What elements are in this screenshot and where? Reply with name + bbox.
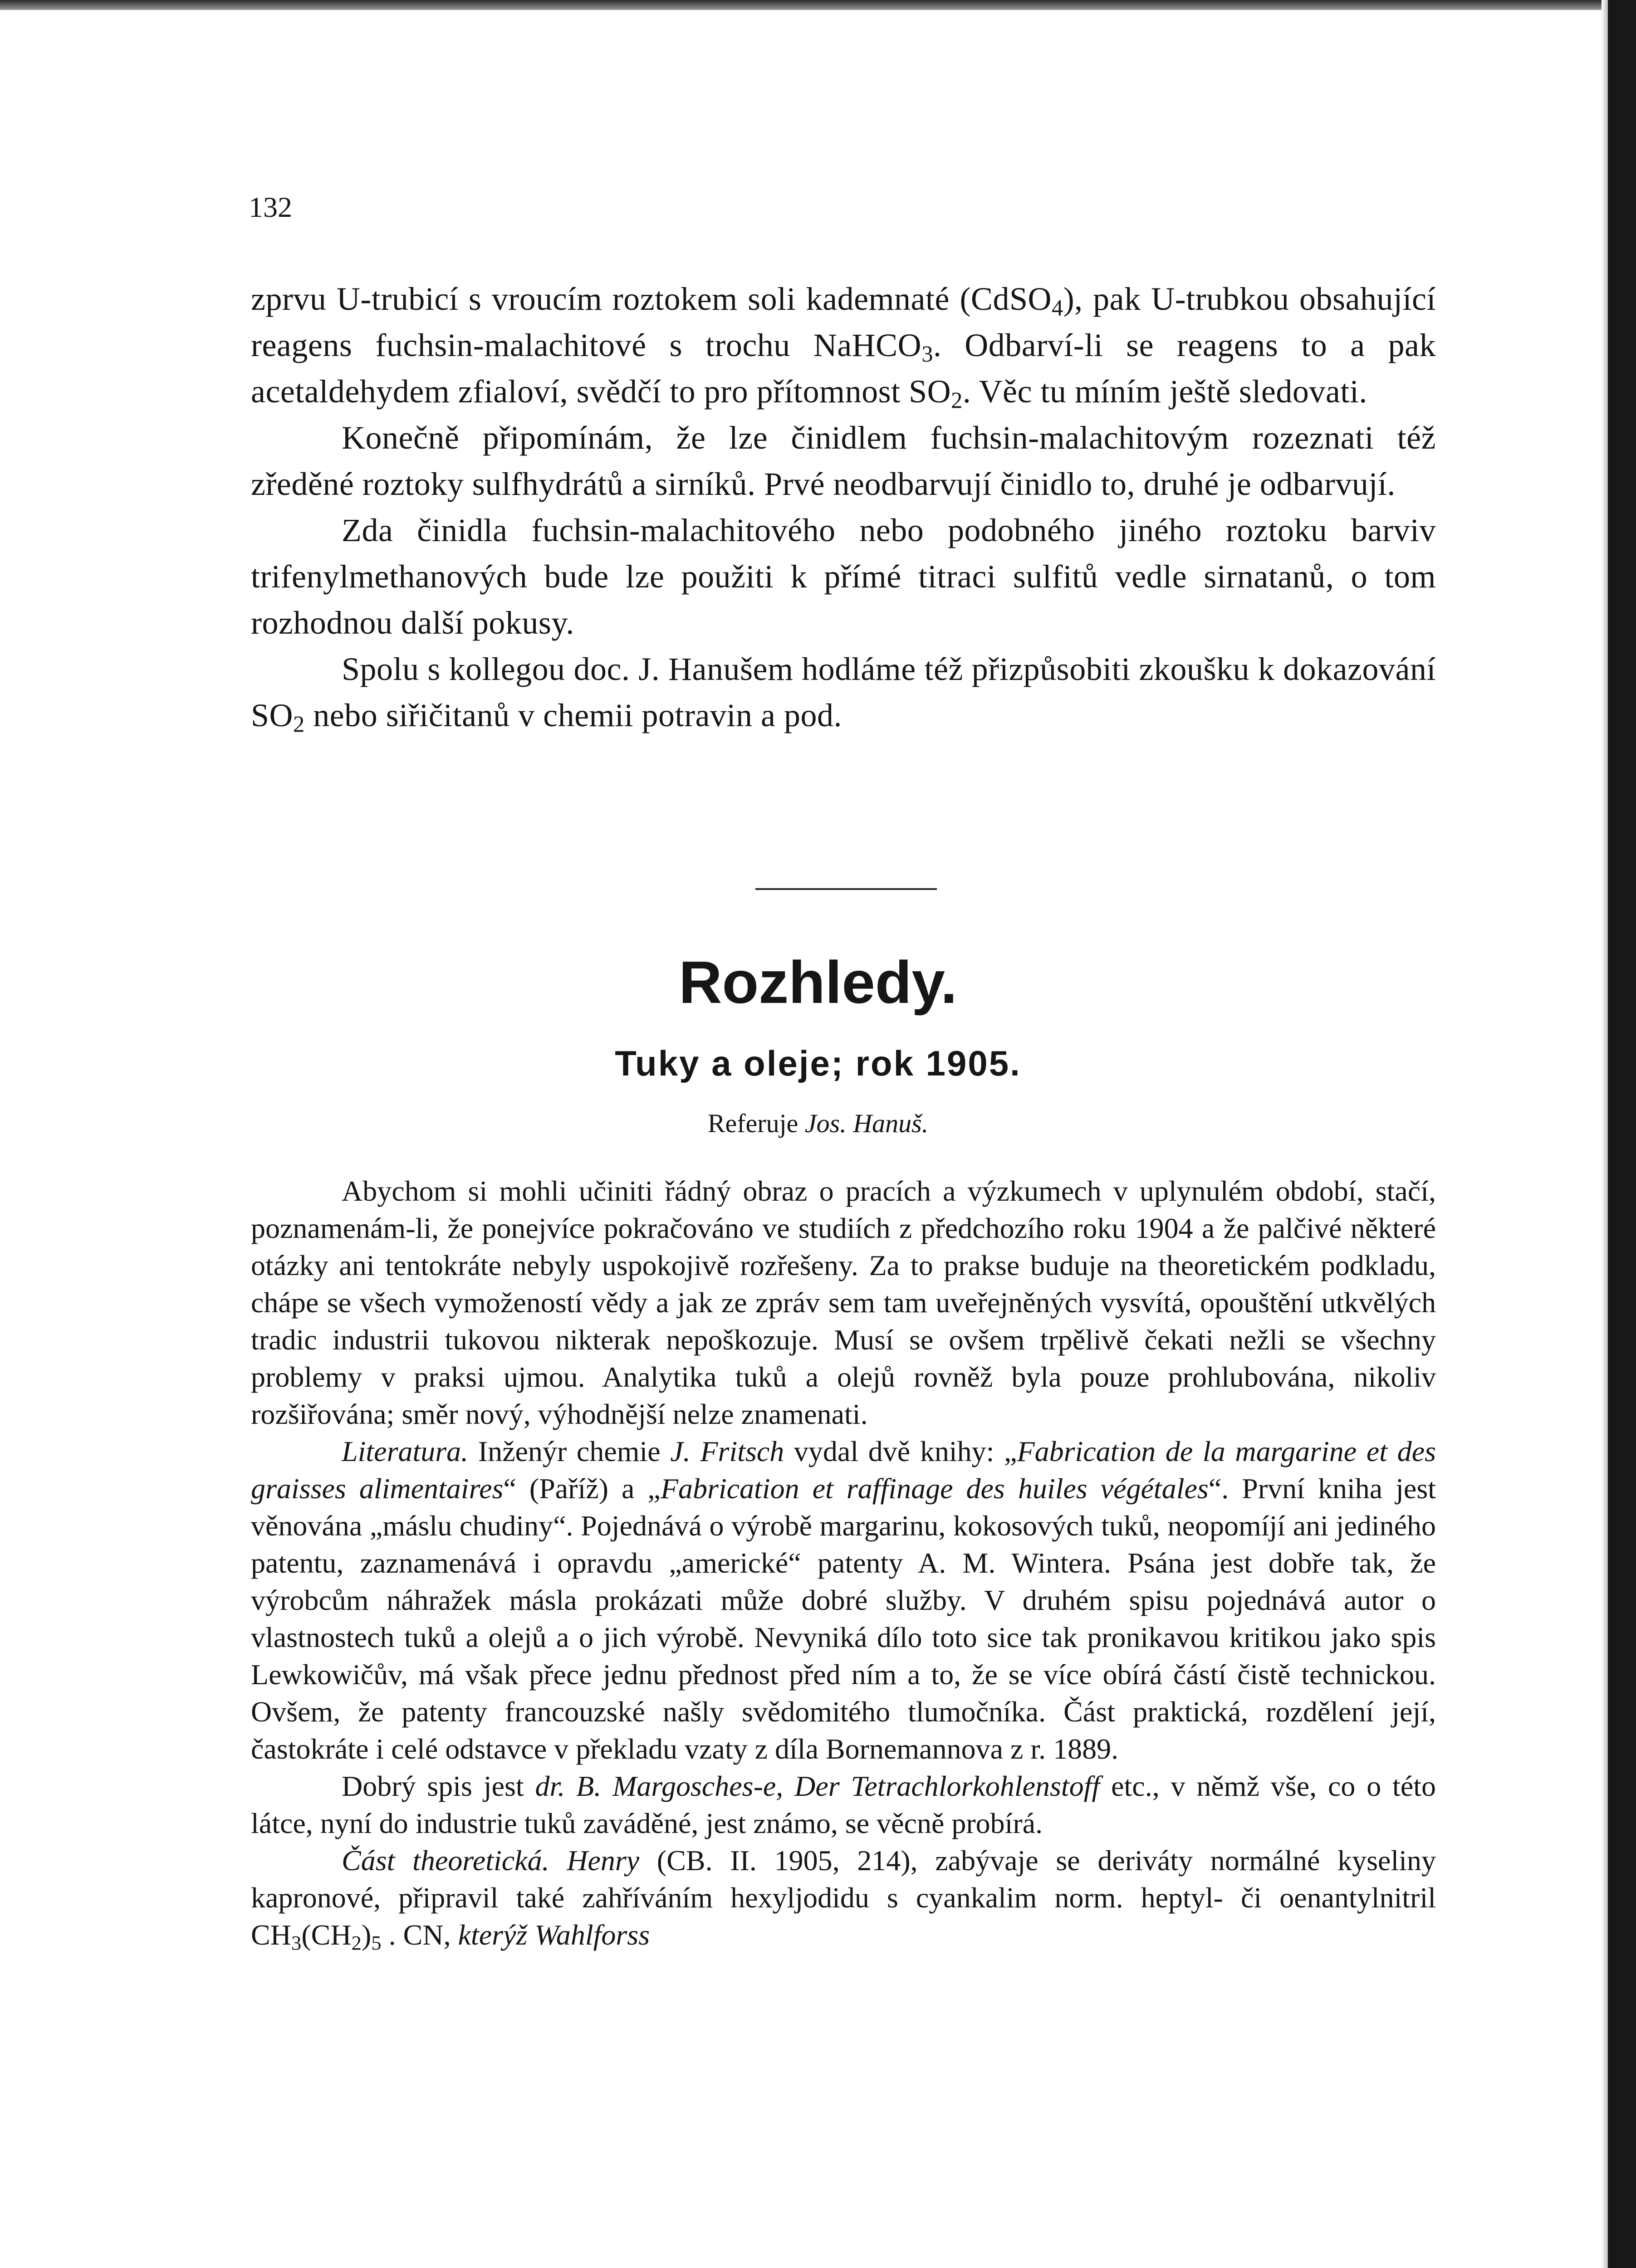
text-run: (CB. II. 1905, 214), zabývaje se deriváty normálné kyseliny kapronové, připravil také zahříváním hexyljodidu s cyankalim norm. heptyl- či oenantylnitril CH (251, 1844, 1436, 1951)
text-run: . CN, (381, 1919, 458, 1951)
subscript: 3 (291, 1931, 302, 1955)
section-divider (755, 888, 937, 890)
text-run: ), pak U-trubkou obsahující reagens fuchsin-malachitové s trochu NaHCO (251, 281, 1436, 363)
italic-text: Část theoretická. Henry (342, 1844, 640, 1877)
paragraph (251, 1842, 1436, 1954)
text-run: vydal dvě knihy: „ (784, 1435, 1017, 1467)
text-run: “ (Paříž) a „ (503, 1472, 661, 1505)
text-run: Zda činidla fuchsin-malachitového nebo podobného jiného roztoku barviv trifenylmethanových bude lze použiti k přímé titraci sulfitů vedle sirnatanů, o tom rozhodnou další pokusy. (251, 512, 1436, 641)
paragraph (251, 276, 1436, 415)
page-number: 132 (249, 191, 292, 223)
text-run: zprvu U-trubicí s vroucím roztokem soli kademnaté (CdSO (251, 281, 1052, 317)
text-run: “. První kniha jest věnována „máslu chudiny“. Pojednává o výrobě margarinu, kokosových tuků, neopomíjí ani jediného patentu, zaznamenává i opravdu „americké“ patenty A. M. Wintera. Psána jest dobře tak, že výrobcům náhražek másla prokázati může dobré služby. V druhém spisu pojednává autor o vlastnostech tuků a olejů a o jich výrobě. Nevyniká dílo toto sice tak pronikavou kritikou jako spis Lewkowičův, má však přece jednu přednost před ním a to, že se více obírá částí čistě technickou. Ovšem, že patenty francouzské našly svědomitého tlumočníka. Část praktická, rozdělení její, častokráte i celé odstavce v překladu vzaty z díla Bornemannova z r. 1889. (251, 1472, 1436, 1765)
text-run: Konečně připomínám, že lze činidlem fuchsin-malachitovým rozeznati též zředěné roztoky sulfhydrátů a sirníků. Prvé neodbarvují činidlo to, druhé je odbarvují. (251, 420, 1436, 502)
intro-text-block (251, 276, 1436, 738)
paragraph (251, 415, 1436, 507)
italic-text: Literatura. (342, 1435, 469, 1467)
text-run: ) (361, 1919, 372, 1951)
section-subtitle: Tuky a oleje; rok 1905. (615, 1043, 1021, 1083)
review-text-block (251, 1173, 1436, 1954)
text-run: Abychom si mohli učiniti řádný obraz o pracích a výzkumech v uplynulém období, stačí, poznamenám-li, že ponejvíce pokračováno ve studiích z předchozího roku 1904 a že palčivé některé otázky ani tentokráte nebyly uspokojivě rozřešeny. Za to prakse buduje na theoretickém podkladu, chápe se všech vymožeností vědy a jak ze zpráv sem tam uveřejněných vysvítá, opouštění utkvělých tradic industrii tukovou nikterak nepoškozuje. Musí se ovšem trpělivě čekati nežli se všechny problemy v praksi ujmou. Analytika tuků a olejů rovněž byla pouze prohlubována, nikoliv rozšiřována; směr nový, výhodnější nelze znamenati. (251, 1175, 1436, 1430)
italic-text: kterýž Wahlforss (458, 1919, 650, 1951)
subscript: 5 (371, 1931, 382, 1955)
referee-line (0, 1110, 1636, 1137)
text-run: Spolu s kollegou doc. J. Hanušem hodláme též přizpůsobiti zkoušku k dokazování SO (251, 651, 1436, 733)
paragraph (251, 646, 1436, 738)
text-run: . Odbarví-li se reagens to a pak acetaldehydem zfialoví, svědčí to pro přítomnost SO (251, 327, 1436, 410)
italic-text: dr. B. Margosches-e, Der Tetrachlorkohlenstoff (535, 1770, 1100, 1802)
paragraph (251, 1768, 1436, 1842)
italic-text: Fabrication et raffinage des huiles végétales (660, 1472, 1209, 1505)
paragraph (251, 1433, 1436, 1768)
text-run: nebo siřičitanů v chemii potravin a pod. (304, 697, 842, 733)
section-title: Rozhledy. (679, 949, 957, 1016)
subscript: 4 (1052, 295, 1063, 321)
text-run: Inženýr chemie (468, 1435, 671, 1467)
referee-prefix: Referuje (707, 1109, 805, 1138)
referee-name: Jos. Hanuš. (804, 1109, 929, 1138)
scan-top-edge (0, 0, 1636, 10)
text-run: . Věc tu míním ještě sledovati. (962, 373, 1367, 410)
italic-text: Fabrication de la margarine et des graisses alimentaires (251, 1435, 1436, 1505)
subscript: 2 (351, 1931, 362, 1955)
text-run: (CH (301, 1919, 352, 1951)
text-run: etc., v němž vše, co o této látce, nyní do industrie tuků zaváděné, jest známo, se věcně probírá. (251, 1770, 1436, 1839)
italic-text: J. Fritsch (670, 1435, 784, 1467)
subscript: 3 (921, 341, 933, 367)
text-run: Dobrý spis jest (342, 1770, 535, 1802)
subscript: 2 (293, 711, 305, 737)
subscript: 2 (951, 387, 963, 413)
paragraph (251, 507, 1436, 646)
paragraph (251, 1173, 1436, 1433)
